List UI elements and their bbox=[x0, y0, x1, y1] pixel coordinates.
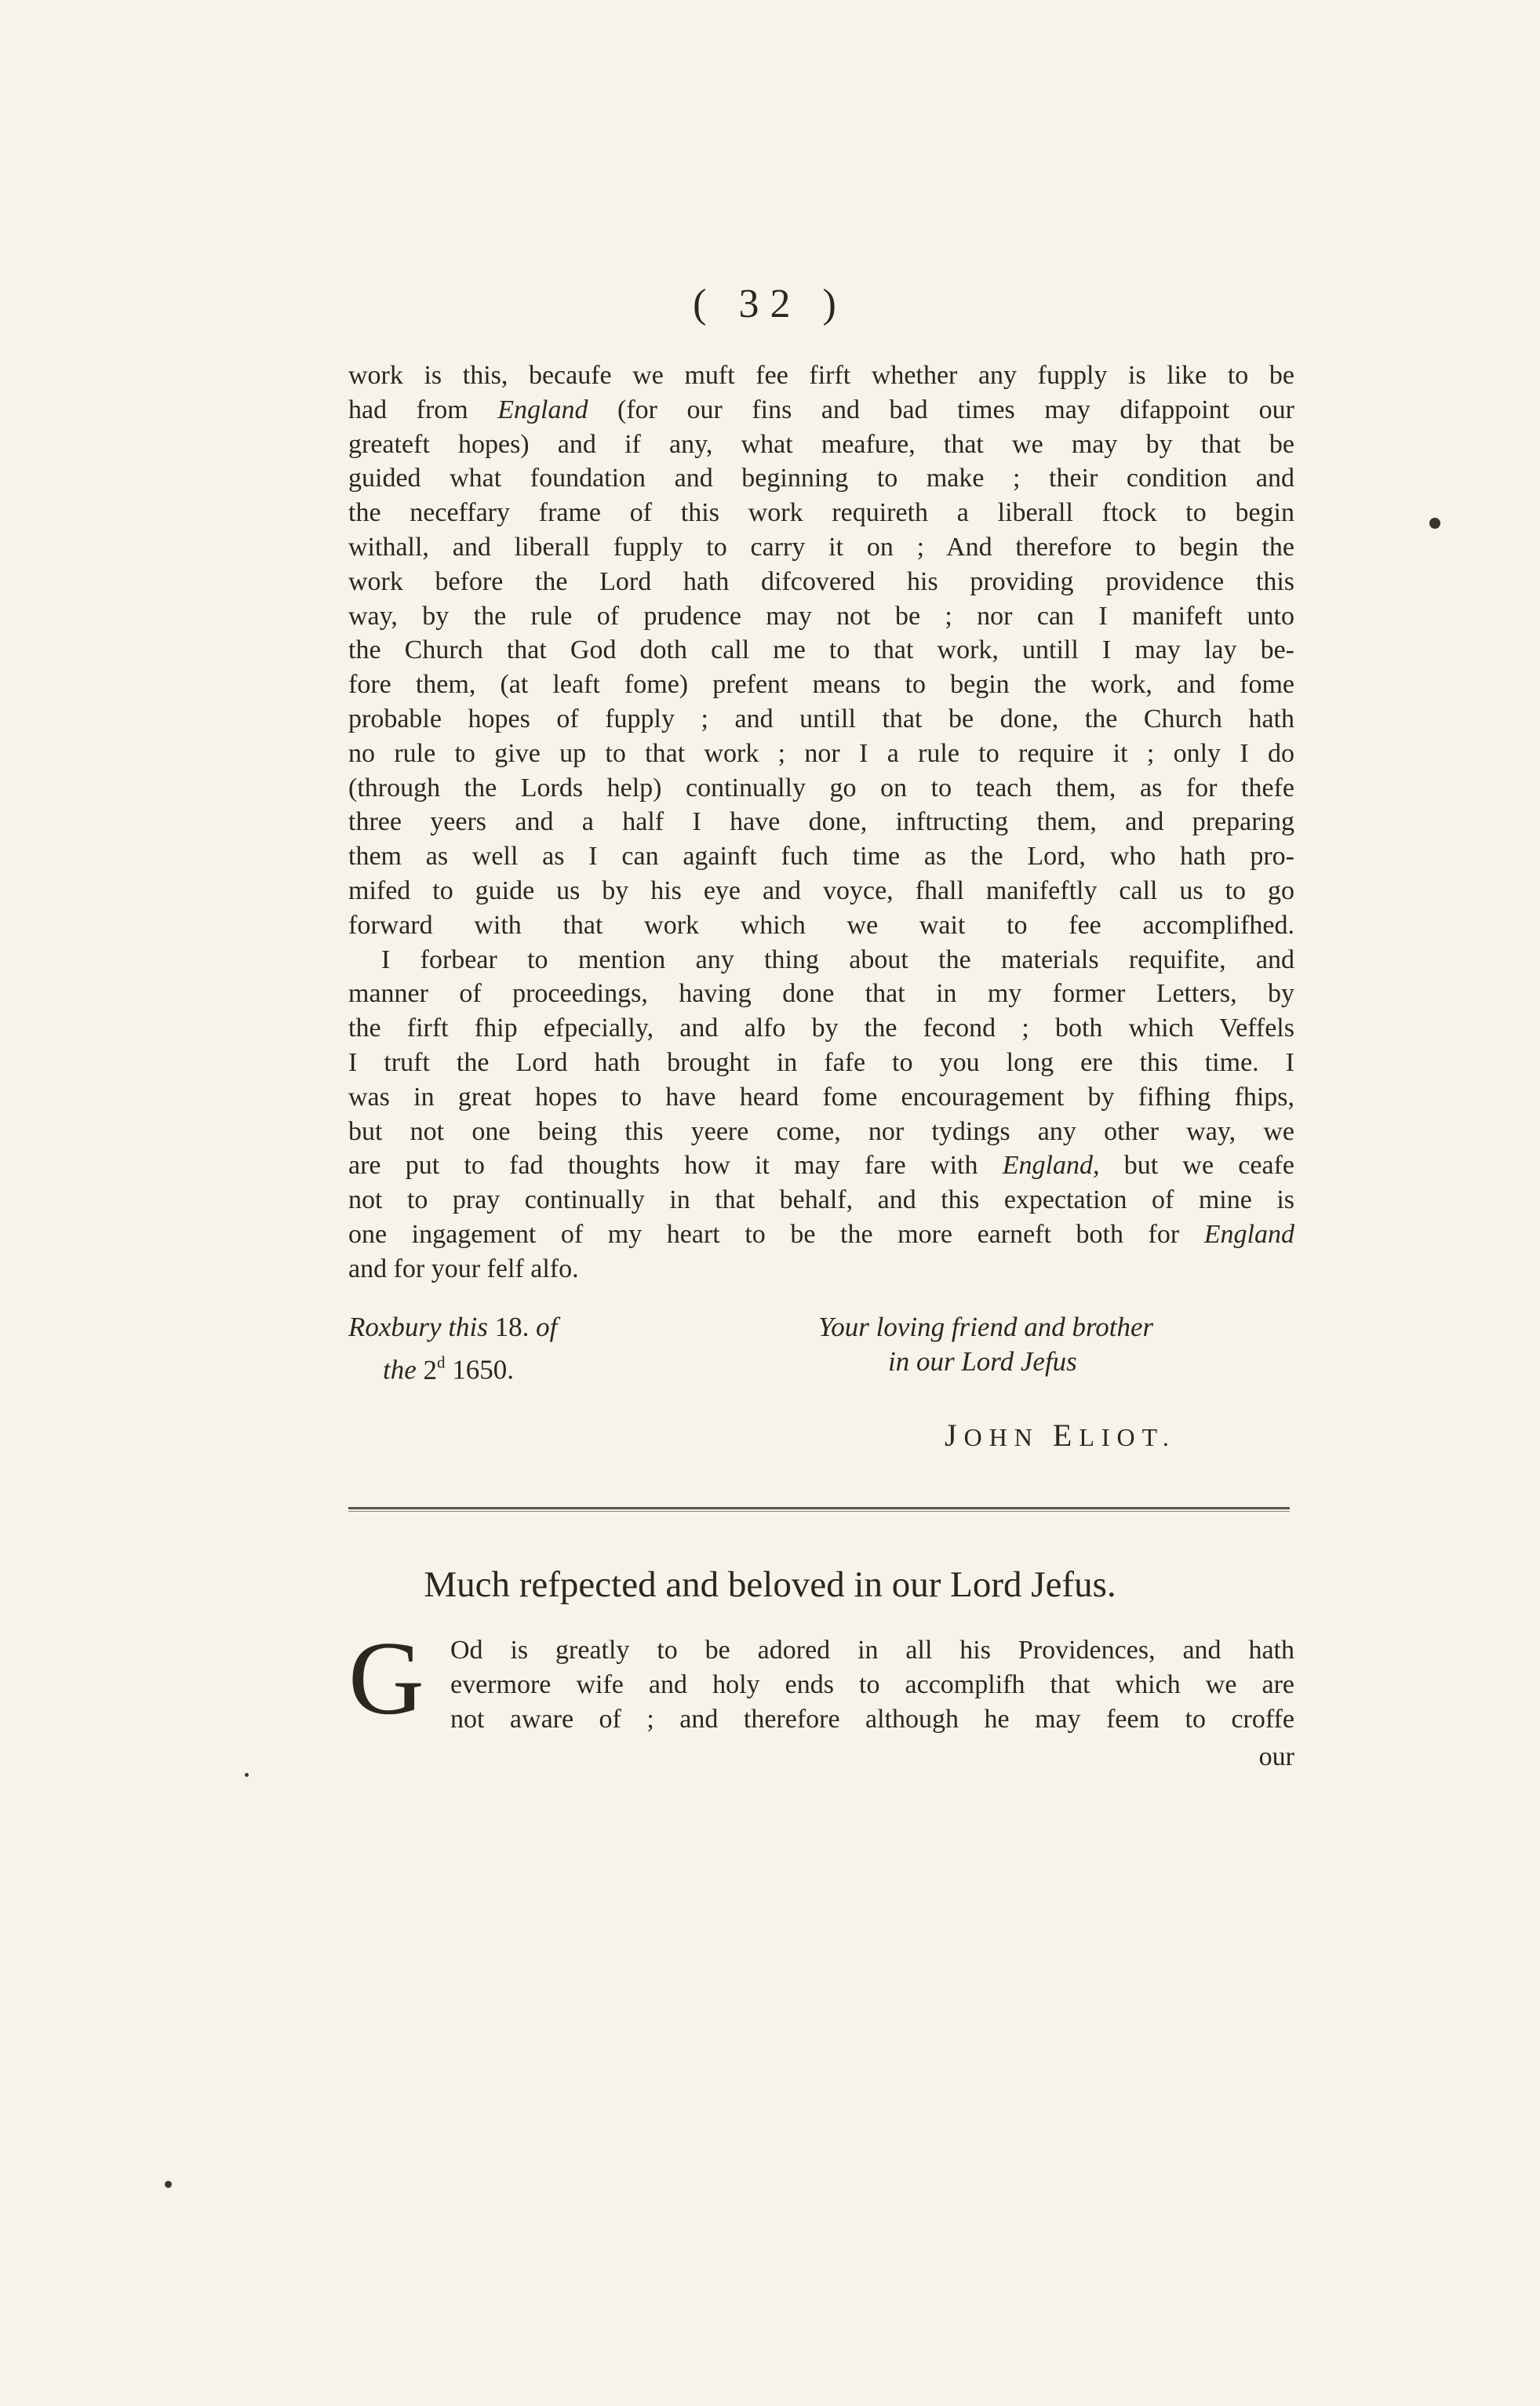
text-line: the Church that God doth call me to that work, untill I may lay be- bbox=[348, 635, 1294, 665]
catchword: our bbox=[1258, 1742, 1294, 1771]
text-line: no rule to give up to that work ; nor I a rule to require it ; only I do bbox=[348, 738, 1294, 768]
date-line-2 bbox=[383, 1345, 514, 1388]
text-line: forward with that work which we wait to fee accomplifhed. bbox=[348, 910, 1294, 940]
text-line: not to pray continually in that behalf, and this expectation of mine is bbox=[348, 1185, 1294, 1215]
date-of: of bbox=[536, 1312, 558, 1342]
text-line: fore them, (at leaft fome) prefent means to begin the work, and fome bbox=[348, 670, 1294, 700]
signature bbox=[945, 1417, 1176, 1454]
signature-rest-2: LIOT. bbox=[1079, 1423, 1176, 1451]
text-line bbox=[348, 393, 1294, 428]
text-line: I forbear to mention any thing about the materials requifite, and bbox=[381, 945, 1294, 974]
italic-name: England, bbox=[1002, 1151, 1100, 1181]
ink-speck bbox=[1429, 518, 1440, 529]
italic-name: England bbox=[497, 395, 588, 424]
text-line: was in great hopes to have heard fome encouragement by fifhing fhips, bbox=[348, 1082, 1294, 1112]
text-segment: had from bbox=[348, 395, 498, 424]
text-line: manner of proceedings, having done that in my former Letters, by bbox=[348, 979, 1294, 1009]
text-segment: one ingagement of my heart to be the more earneft both for bbox=[348, 1219, 1204, 1249]
letter-one-body bbox=[348, 359, 1294, 1287]
text-line: I truft the Lord hath brought in fafe to you long ere this time. I bbox=[348, 1047, 1294, 1077]
text-line bbox=[348, 1218, 1294, 1252]
text-line: the neceffary frame of this work requireth a liberall ftock to begin bbox=[348, 498, 1294, 528]
text-line: evermore wife and holy ends to accomplifh that which we are bbox=[450, 1669, 1294, 1699]
ink-speck bbox=[245, 1773, 249, 1777]
text-line: but not one being this yeere come, nor tydings any other way, we bbox=[348, 1116, 1294, 1146]
date-line bbox=[348, 1310, 557, 1345]
text-line: and for your felf alfo. bbox=[348, 1254, 579, 1283]
italic-name: England bbox=[1203, 1219, 1294, 1249]
text-line: (through the Lords help) continually go on to teach them, as for thefe bbox=[348, 773, 1294, 803]
section-divider bbox=[348, 1507, 1290, 1509]
text-line: way, by the rule of prudence may not be ; nor can I manifeft unto bbox=[348, 601, 1294, 631]
date-the: the bbox=[383, 1354, 417, 1385]
text-line: greateft hopes) and if any, what meafure, that we may by that be bbox=[348, 429, 1294, 459]
date-place: Roxbury this bbox=[348, 1312, 488, 1342]
text-line: not aware of ; and therefore although he may feem to croffe bbox=[450, 1704, 1294, 1734]
closing-line-2: in our Lord Jefus bbox=[888, 1346, 1077, 1377]
text-segment: are put to fad thoughts how it may fare with bbox=[348, 1151, 1003, 1181]
text-line: three yeers and a half I have done, inftructing them, and preparing bbox=[348, 807, 1294, 837]
letter-two-heading: Much refpected and beloved in our Lord Jefus. bbox=[424, 1564, 1116, 1605]
date-day: 18. bbox=[494, 1312, 530, 1342]
text-line: them as well as I can againft fuch time as the Lord, who hath pro- bbox=[348, 842, 1294, 872]
signature-rest-1: OHN bbox=[963, 1423, 1039, 1451]
signature-initial-2: E bbox=[1052, 1418, 1079, 1453]
text-line: mifed to guide us by his eye and voyce, fhall manifeftly call us to go bbox=[348, 875, 1294, 905]
text-line: guided what foundation and beginning to make ; their condition and bbox=[348, 464, 1294, 493]
page-number: ( 32 ) bbox=[693, 282, 847, 326]
date-year: 1650. bbox=[452, 1354, 515, 1385]
text-segment: but we ceafe bbox=[1099, 1151, 1294, 1181]
text-line: work before the Lord hath difcovered his providing providence this bbox=[348, 566, 1294, 596]
text-line: the firft fhip efpecially, and alfo by the fecond ; both which Veffels bbox=[348, 1014, 1294, 1043]
text-segment: (for our fins and bad times may difappoint our bbox=[588, 395, 1294, 424]
text-line: Od is greatly to be adored in all his Providences, and hath bbox=[450, 1636, 1294, 1665]
signature-initial-1: J bbox=[945, 1418, 964, 1453]
text-line: withall, and liberall fupply to carry it on ; And therefore to begin the bbox=[348, 532, 1294, 562]
date-month-sup: d bbox=[437, 1352, 446, 1371]
text-line: probable hopes of fupply ; and untill that be done, the Church hath bbox=[348, 704, 1294, 733]
section-divider-thin bbox=[348, 1511, 1290, 1512]
letter-two-body bbox=[450, 1633, 1294, 1736]
date-month: 2$^d$ bbox=[423, 1352, 446, 1385]
text-line bbox=[348, 1148, 1294, 1183]
closing-line-1: Your loving friend and brother bbox=[818, 1312, 1154, 1342]
drop-cap: G bbox=[348, 1620, 424, 1736]
text-line: work is this, becaufe we muft fee firft whether any fupply is like to be bbox=[348, 361, 1294, 390]
ink-speck bbox=[165, 2181, 172, 2188]
